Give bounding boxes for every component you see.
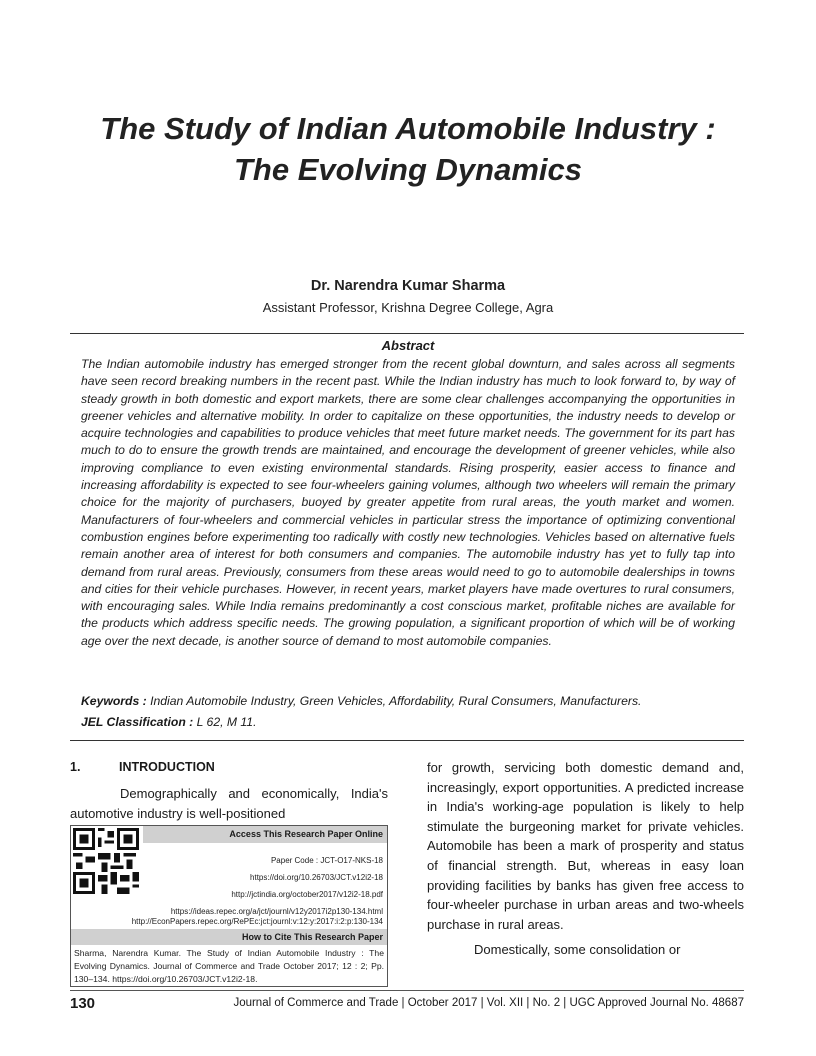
jel-label: JEL Classification : [81, 715, 194, 729]
paper-code: Paper Code : JCT-O17-NKS-18 [270, 856, 383, 865]
journal-footer: Journal of Commerce and Trade | October 2017 | Vol. XII | No. 2 | UGC Approved Journal No. 48687 [233, 997, 744, 1009]
abstract-text: The Indian automobile industry has emerged stronger from the recent global downturn, and sales across all segments have seen record breaking numbers in the recent past. While the Indian industry has much to look forward to, by way of steady growth in both domestic and export markets, there are some clear challenges accompanying the opportunities in greener vehicles and alternative mobility. In order to capitalize on these opportunities, the industry needs to develop or acquire technologies and capabilities to produce vehicles that meet future market needs. The government for its part has much to do to ensure the growth trends are maintained, and encourage the development of greener vehicles, while also improving compliance to even existing environmental standards. Rising prosperity, easier access to finance and increasing affordability is expected to see four-wheelers gaining volumes, although two wheelers will remain the primary choice for the majority of purchasers, buoyed by greater appetite from rural areas, the youth market and women. Manufacturers of four-wheelers and commercial vehicles in particular stress the importance of optimizing conventional combustion engines before experimenting too radically with costly new technologies. Vehicles based on alternative fuels remain another area of interest for both consumers and companies. The automobile industry has yet to fully tap into demand from rural areas. Previously, consumers from these areas would need to go to automobile dealerships in towns and cities for their vehicle purchases. However, in recent years, market players have made overtures to rural consumers, with encouraging sales. While India remains predominantly a cost conscious market, profitable niches are available for the products which address specific needs. The growing population, a significant proportion of which will be of working age over the next decade, is another source of demand to most automobile companies. [81, 357, 735, 648]
pdf-link[interactable]: http://jctindia.org/october2017/v12i2-18.pdf [231, 890, 383, 899]
jel-classification [81, 714, 735, 731]
author-name: Dr. Narendra Kumar Sharma [310, 278, 506, 294]
section-heading [70, 760, 215, 774]
keywords-text: Indian Automobile Industry, Green Vehicles, Affordability, Rural Consumers, Manufacturers. [150, 694, 642, 708]
intro-left-column [70, 784, 388, 823]
abstract-top-rule [70, 333, 744, 334]
abstract-heading: Abstract [381, 338, 435, 353]
paper-title [60, 108, 756, 190]
section-number: 1. [70, 760, 81, 774]
section-title: INTRODUCTION [119, 760, 215, 774]
author-affiliation: Assistant Professor, Krishna Degree College, Agra [262, 300, 554, 315]
keywords [81, 693, 735, 710]
access-paper-box [70, 825, 388, 987]
footer-rule [70, 990, 744, 991]
abstract-bottom-rule [70, 740, 744, 741]
title-line-1: The Study of Indian Automobile Industry : [100, 111, 716, 146]
title-line-2: The Evolving Dynamics [234, 152, 582, 187]
doi-link[interactable]: https://doi.org/10.26703/JCT.v12i2-18 [250, 873, 383, 882]
access-box-title: Access This Research Paper Online [143, 826, 387, 843]
cite-box-title: How to Cite This Research Paper [71, 929, 387, 945]
jel-text: L 62, M 11. [196, 715, 257, 729]
repec-link[interactable]: https://ideas.repec.org/a/jct/journl/v12y2017i2p130-134.html [170, 907, 383, 916]
qr-code-icon[interactable] [73, 828, 139, 894]
intro-left-paragraph: Demographically and economically, India's automotive industry is well-positioned [70, 786, 388, 821]
citation-text: Sharma, Narendra Kumar. The Study of Indian Automobile Industry : The Evolving Dynamics. Journal of Commerce and Trade October 2017; 12 : 2; Pp. 130–134. https://doi.org/10.26703/JCT.v12i2-18. [74, 948, 384, 984]
intro-right-column [427, 758, 744, 960]
intro-right-paragraph-1: for growth, servicing both domestic demand and, increasingly, export opportunities. A predicted increase in India's working-age population is likely to help stimulate the burgeoning market for private vehicles. Automobile has been a mark of prosperity and status of financial strength. But, whereas in easy loan providing facilities by banks has given free access to four-wheeler purchase in urban areas and two-wheels purchase in rural areas. [427, 760, 744, 932]
econpapers-link[interactable]: http://EconPapers.repec.org/RePEc:jct:journl:v:12:y:2017:i:2:p:130-134 [131, 917, 383, 926]
intro-right-paragraph-2: Domestically, some consolidation or [474, 942, 681, 958]
keywords-label: Keywords : [81, 694, 147, 708]
page-number: 130 [70, 995, 96, 1012]
